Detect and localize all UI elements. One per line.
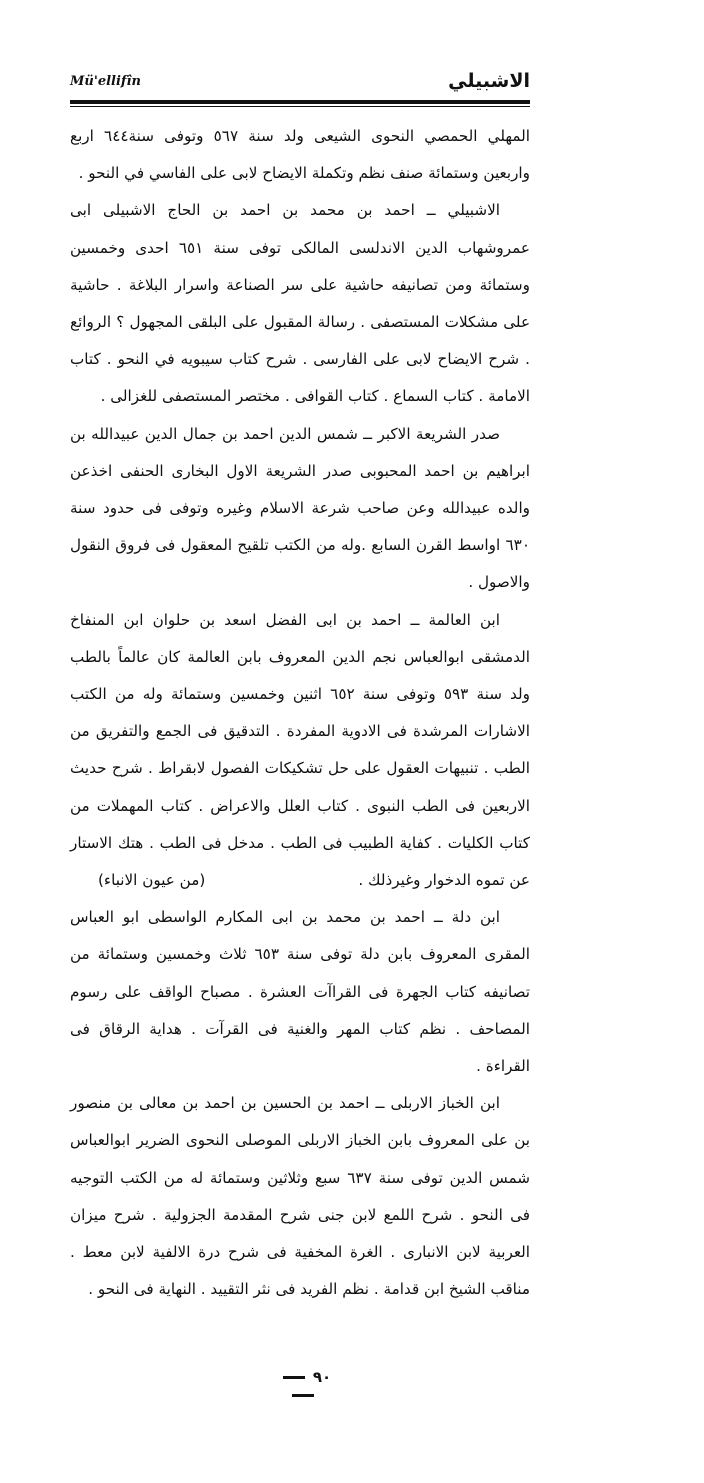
- entries-column: [70, 118, 530, 1309]
- running-header: [70, 68, 530, 102]
- header-arabic-title: الاشبيلي: [448, 70, 530, 92]
- footer-dash-left: [283, 1376, 305, 1379]
- page-footer: [258, 1368, 348, 1404]
- entry-continuation: المهلي الحمصي النحوى الشيعى ولد سنة ٥٦٧ وتوفى سنة٦٤٤ اربع واربعين وستمائة صنف نظم وتكملة الايضاح لابى على الفاسي في النحو .: [70, 127, 530, 183]
- header-latin-title: Mü'ellifîn: [70, 74, 141, 89]
- entry-ibn-al-alima: [70, 602, 530, 900]
- entry-ibn-dilla: ابن دلة ــ احمد بن محمد بن ابى المكارم الواسطى ابو العباس المقرى المعروف بابن دلة توفى سنة ٦٥٣ ثلاث وخمسين وستمائة من تصانيفه كتاب الجهرة فى القراآت العشرة . مصباح الواقف على رسوم المصاحف . نظم كتاب المهر والغنية فى القرآت . هداية الرقاق فى القراءة .: [70, 908, 530, 1076]
- footer-dash-right: [292, 1394, 314, 1397]
- entry-ibn-al-alima-text: ابن العالمة ــ احمد بن ابى الفضل اسعد بن حلوان ابن المنفاخ الدمشقى ابوالعباس نجم الدين المعروف بابن العالمة كان عالماً بالطب ولد سنة ٥٩٣ وتوفى سنة ٦٥٢ اثنين وخمسين وستمائة وله من الكتب الاشارات المرشدة فى الادوية المفردة . التدقيق فى الجمع والتفريق من الطب . تنبيهات العقول على حل تشكيكات الفصول لابقراط . شرح حديث الاربعين فى الطب النبوى . كتاب العلل والاعراض . كتاب المهملات من كتاب الكليات . كفاية الطبيب فى الطب . مدخل فى الطب . هتك الاستار عن تموه الدخوار وغيرذلك .: [70, 610, 530, 890]
- source-reference: (من عيون الانباء): [98, 871, 206, 890]
- header-rule-thick: [70, 100, 530, 104]
- entry-ibn-al-khabbaz: ابن الخباز الاربلى ــ احمد بن الحسين بن احمد بن معالى بن منصور بن على المعروف بابن الخباز الاربلى الموصلى النحوى الضرير ابوالعباس شمس الدين توفى سنة ٦٣٧ سبع وثلاثين وستمائة له من الكتب التوجيه فى النحو . شرح اللمع لابن جنى شرح المقدمة الجزولية . شرح ميزان العربية لابن الانبارى . الغرة المخفية فى شرح درة الالفية لابن معط . مناقب الشيخ ابن قدامة . نظم الفريد فى نثر التقييد . النهاية فى النحو .: [70, 1094, 530, 1299]
- entry-al-ishbili: الاشبيلي ــ احمد بن محمد بن احمد بن الحاج الاشبيلى ابى عمروشهاب الدين الاندلسى المالكى توفى سنة ٦٥١ احدى وخمسين وستمائة ومن تصانيفه حاشية على سر الصناعة واسرار البلاغة . حاشية على مشكلات المستصفى . رسالة المقبول على البلقى المجهول ؟ الروائع . شرح الايضاح لابى على الفارسى . شرح كتاب سيبويه في النحو . كتاب الامامة . كتاب السماع . كتاب القوافى . مختصر المستصفى للغزالى .: [70, 201, 530, 406]
- entry-sadr-al-sharia: صدر الشريعة الاكبر ــ شمس الدين احمد بن جمال الدين عبيدالله بن ابراهيم بن احمد المحبوبى صدر الشريعة الاول البخارى الحنفى اخذعن والده عبيدالله وعن صاحب شرعة الاسلام وغيره وتوفى فى حدود سنة ٦٣٠ اواسط القرن السابع .وله من الكتب تلقيح المعقول فى فروق النقول والاصول .: [70, 424, 530, 592]
- page-number: ٩٠: [312, 1368, 332, 1386]
- header-rule-thin: [70, 106, 530, 107]
